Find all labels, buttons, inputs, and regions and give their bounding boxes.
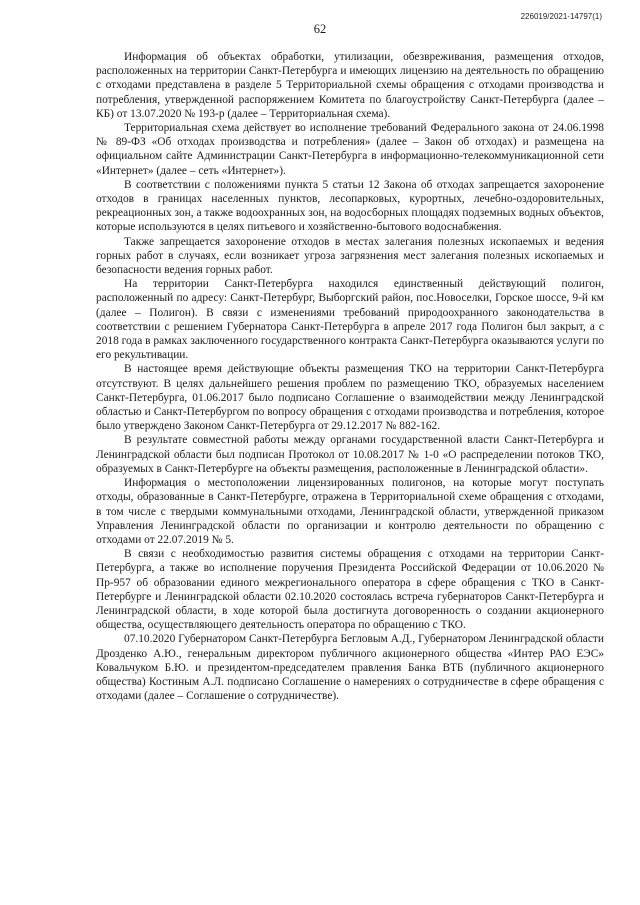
paragraph-protocol: В результате совместной работы между органами государственной власти Санкт-Петербурга и Ленинградской области был подписан Протокол от 10.08.2017 № 1-0 «О распределении потоков ТКО, образуемых в Санкт-Петербурге на объекты размещения, расположенные в Ленинградской области».	[96, 434, 604, 475]
paragraph-territorial-scheme: Территориальная схема действует во исполнение требований Федерального закона от 24.06.1998 № 89-ФЗ «Об отходах производства и потребления» (далее – Закон об отходах) и размещена на официальном сайте Администрации Санкт-Петербурга в информационно-телекоммуникационной сети «Интернет» (далее – сеть «Интернет»).	[96, 122, 604, 177]
paragraph-licensed-polygons: Информация о местоположении лицензированных полигонов, на которые могут поступать отходы, образованные в Санкт-Петербурге, отражена в Территориальной схеме обращения с отходами, в том числе с твердыми коммунальными отходами, Ленинградской области, утвержденной приказом Управления Ленинградской области по организации и контролю деятельности по обращению с отходами от 22.07.2019 № 5.	[96, 477, 604, 546]
paragraph-no-active-sites: В настоящее время действующие объекты размещения ТКО на территории Санкт-Петербурга отсутствуют. В целях дальнейшего решения проблем по размещению ТКО, образуемых населением Санкт-Петербурга, 01.06.2017 было подписано Соглашение о взаимодействии между Ленинградской областью и Санкт-Петербургом по вопросу обращения с отходами производства и потребления, которое было утверждено Законом Санкт-Петербурга от 29.12.2017 № 882-162.	[96, 363, 604, 433]
paragraph-mining-prohibition: Также запрещается захоронение отходов в местах залегания полезных ископаемых и ведения горных работ в случаях, если возникает угроза загрязнения мест залегания полезных ископаемых и безопасности ведения горных работ.	[96, 235, 604, 277]
paragraph-regional-operator: В связи с необходимостью развития системы обращения с отходами на территории Санкт-Петербурга, а также во исполнение поручения Президента Российской Федерации от 10.06.2020 № Пр-957 об образовании единого межрегионального оператора в сфере обращения с ТКО в Санкт-Петербурге и Ленинградской области 02.10.2020 состоялась встреча губернаторов Санкт-Петербурга и Ленинградской области, в ходе которой была достигнута договоренность о создании акционерного общества, осуществляющего деятельность оператора по обращению с ТКО.	[96, 548, 604, 632]
paragraph-waste-facilities-info: Информация об объектах обработки, утилизации, обезвреживания, размещения отходов, расположенных на территории Санкт-Петербурга и имеющих лицензию на деятельность по обращению с отходами представлена в разделе 5 Территориальной схемы обращения с отходами производства и потребления, утвержденной распоряжением Комитета по благоустройству Санкт-Петербурга (далее – КБ) от 13.07.2020 № 193-р (далее – Территориальная схема).	[96, 51, 604, 120]
page-number: 62	[313, 22, 327, 36]
paragraph-burial-prohibition: В соответствии с положениями пункта 5 статьи 12 Закона об отходах запрещается захоронение отходов в границах населенных пунктов, лесопарковых, курортных, лечебно-оздоровительных, рекреационных зон, а также водоохранных зон, на водосборных площадях подземных водных объектов, которые используются в целях питьевого и хозяйственно-бытового водоснабжения.	[96, 178, 604, 234]
document-registration-number: 226019/2021-14797(1)	[520, 12, 602, 21]
document-body	[96, 50, 604, 703]
paragraph-cooperation-agreement: 07.10.2020 Губернатором Санкт-Петербурга Бегловым А.Д., Губернатором Ленинградской области Дрозденко А.Ю., генеральным директором публичного акционерного общества «Интер РАО ЕЭС» Ковальчуком Б.Ю. и президентом-председателем правления Банка ВТБ (публичного акционерного общества) Костиным А.Л. подписано Соглашение о намерениях о сотрудничестве в сфере обращения с отходами (далее – Соглашение о сотрудничестве).	[96, 633, 604, 703]
paragraph-polygon-closure: На территории Санкт-Петербурга находился единственный действующий полигон, расположенный по адресу: Санкт-Петербург, Выборгский район, пос.Новоселки, Горское шоссе, 9-й км (далее – Полигон). В связи с изменениями требований природоохранного законодательства в соответствии с решением Губернатора Санкт-Петербурга в апреле 2017 года Полигон был закрыт, а с 2018 года в рамках заключенного государственного контракта Санкт-Петербурга оказываются услуги по его рекультивации.	[96, 278, 604, 362]
